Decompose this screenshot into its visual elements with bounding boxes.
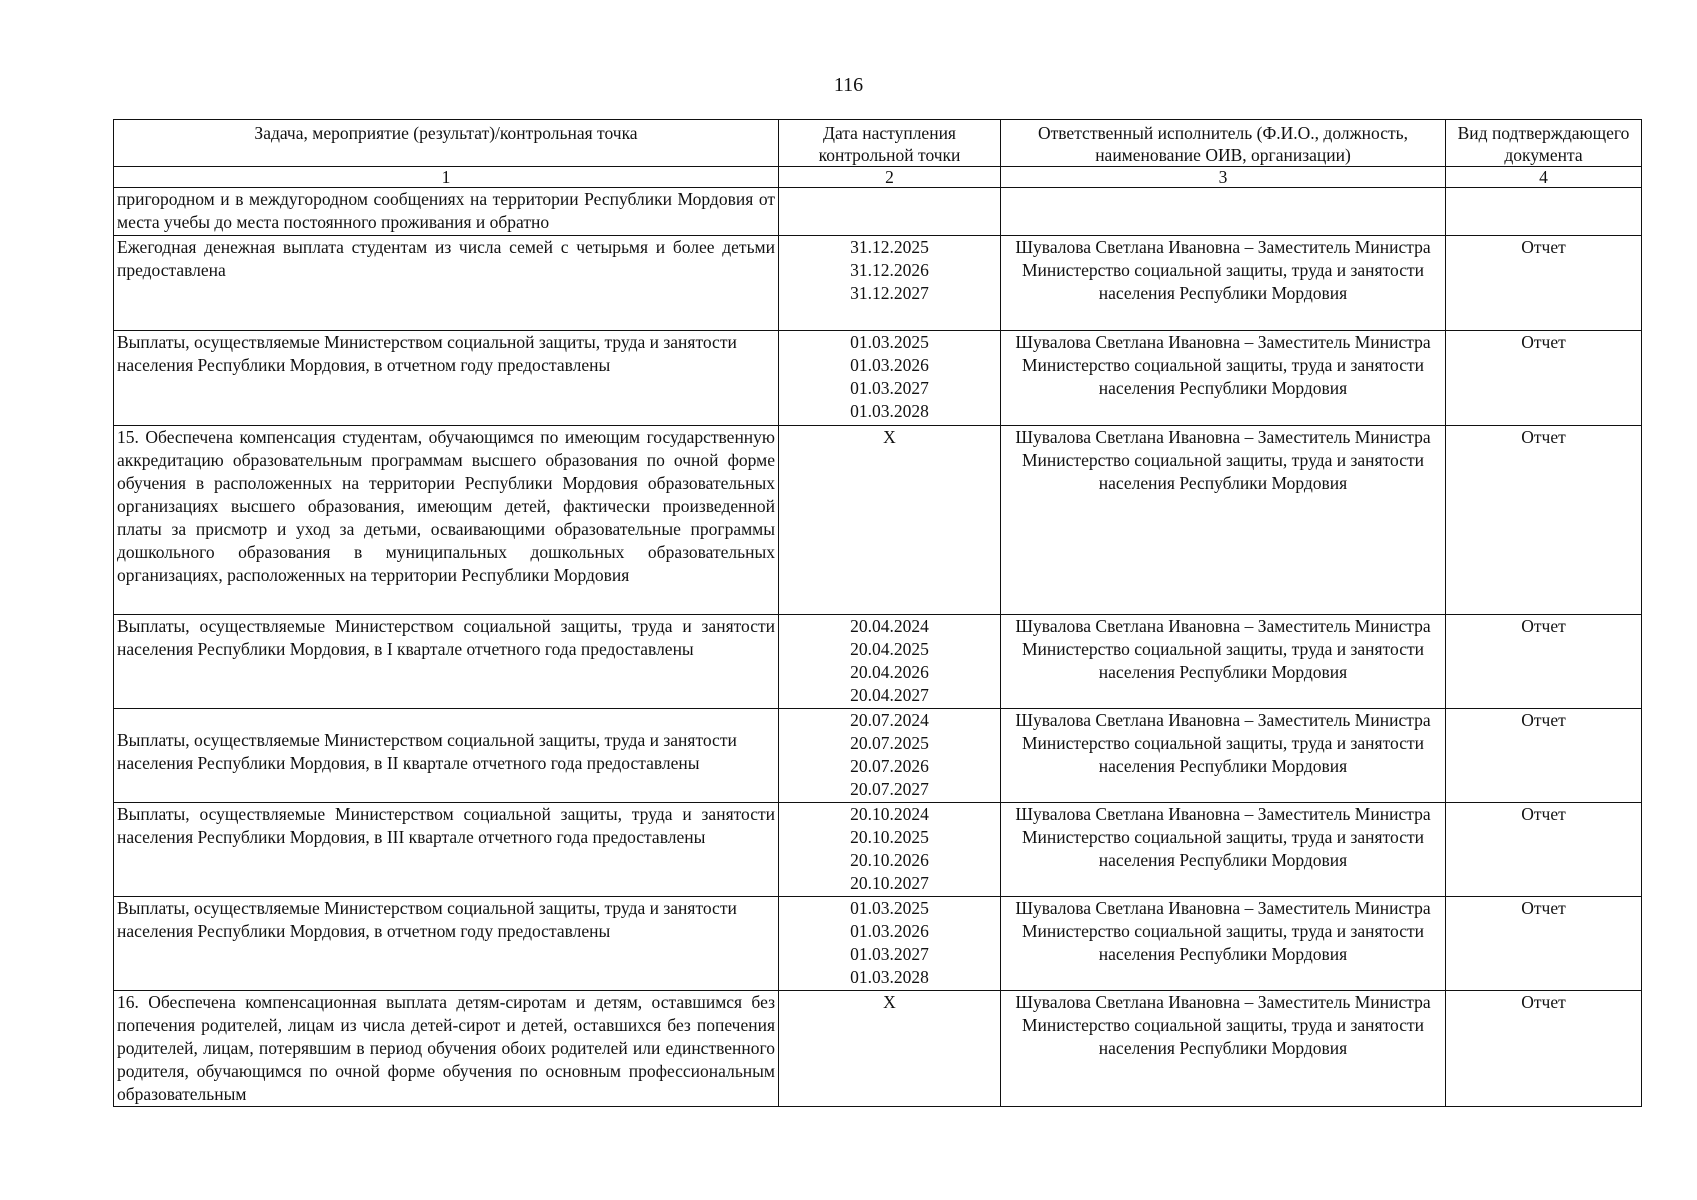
table-row xyxy=(114,991,1642,1107)
date-cell xyxy=(779,709,1001,803)
table-row xyxy=(114,897,1642,991)
table-row xyxy=(114,709,1642,803)
document-type-cell: Отчет xyxy=(1446,331,1642,426)
column-number: 1 xyxy=(114,167,779,188)
responsible-person: Шувалова Светлана Ивановна – Заместитель Министра xyxy=(1015,992,1431,1012)
control-date: 01.03.2028 xyxy=(850,401,929,421)
document-type-cell: Отчет xyxy=(1446,236,1642,331)
date-cell xyxy=(779,897,1001,991)
responsible-person: Шувалова Светлана Ивановна – Заместитель Министра xyxy=(1015,427,1431,447)
date-cell xyxy=(779,236,1001,331)
responsible-organization: Министерство социальной защиты, труда и занятости населения Республики Мордовия xyxy=(1022,733,1424,776)
column-number: 4 xyxy=(1446,167,1642,188)
control-date: 01.03.2025 xyxy=(850,332,929,352)
control-date: 20.10.2025 xyxy=(850,827,929,847)
responsible-organization: Министерство социальной защиты, труда и занятости населения Республики Мордовия xyxy=(1022,639,1424,682)
control-date: 20.04.2026 xyxy=(850,662,929,682)
date-cell xyxy=(779,615,1001,709)
responsible-person: Шувалова Светлана Ивановна – Заместитель Министра xyxy=(1015,237,1431,257)
responsible-cell xyxy=(1001,615,1446,709)
table-row xyxy=(114,426,1642,615)
responsible-cell xyxy=(1001,991,1446,1107)
header-responsible: Ответственный исполнитель (Ф.И.О., должность, наименование ОИВ, организации) xyxy=(1001,120,1446,167)
responsible-person: Шувалова Светлана Ивановна – Заместитель Министра xyxy=(1015,710,1431,730)
control-date: 01.03.2028 xyxy=(850,967,929,987)
control-date: 20.10.2024 xyxy=(850,804,929,824)
control-date: 31.12.2027 xyxy=(850,283,929,303)
control-date: 20.07.2025 xyxy=(850,733,929,753)
responsible-cell xyxy=(1001,803,1446,897)
responsible-cell xyxy=(1001,236,1446,331)
responsible-person: Шувалова Светлана Ивановна – Заместитель Министра xyxy=(1015,616,1431,636)
task-cell: Выплаты, осуществляемые Министерством социальной защиты, труда и занятости населения Республики Мордовия, в отчетном году предоставлены xyxy=(114,331,779,426)
task-cell: Выплаты, осуществляемые Министерством социальной защиты, труда и занятости населения Республики Мордовия, в I квартале отчетного года предоставлены xyxy=(114,615,779,709)
responsible-cell xyxy=(1001,188,1446,236)
responsible-cell xyxy=(1001,709,1446,803)
responsible-person: Шувалова Светлана Ивановна – Заместитель Министра xyxy=(1015,804,1431,824)
responsible-organization: Министерство социальной защиты, труда и занятости населения Республики Мордовия xyxy=(1022,827,1424,870)
document-type-cell: Отчет xyxy=(1446,897,1642,991)
document-type-cell: Отчет xyxy=(1446,426,1642,615)
task-cell: Ежегодная денежная выплата студентам из числа семей с четырьмя и более детьми предоставлена xyxy=(114,236,779,331)
responsible-organization: Министерство социальной защиты, труда и занятости населения Республики Мордовия xyxy=(1022,260,1424,303)
control-date: 20.07.2026 xyxy=(850,756,929,776)
responsible-organization: Министерство социальной защиты, труда и занятости населения Республики Мордовия xyxy=(1022,1015,1424,1058)
control-date: X xyxy=(883,427,896,447)
control-date: 20.10.2027 xyxy=(850,873,929,893)
task-cell: 15. Обеспечена компенсация студентам, обучающимся по имеющим государственную аккредитацию образовательным программам высшего образования по очной форме обучения в расположенных на территории Республики Мордовия образовательных организациях высшего образования, имеющим детей, фактически произведенной платы за присмотр и уход за детьми, осваивающими образовательные программы дошкольного образования в муниципальных дошкольных образовательных организациях, расположенных на территории Республики Мордовия xyxy=(114,426,779,615)
table-body xyxy=(114,188,1642,1107)
header-task: Задача, мероприятие (результат)/контрольная точка xyxy=(114,120,779,167)
document-type-cell: Отчет xyxy=(1446,615,1642,709)
control-date: 20.04.2024 xyxy=(850,616,929,636)
document-type-cell xyxy=(1446,188,1642,236)
date-cell xyxy=(779,991,1001,1107)
control-date: 31.12.2025 xyxy=(850,237,929,257)
task-cell: Выплаты, осуществляемые Министерством социальной защиты, труда и занятости населения Республики Мордовия, в II квартале отчетного года предоставлены xyxy=(114,709,779,803)
responsible-organization: Министерство социальной защиты, труда и занятости населения Республики Мордовия xyxy=(1022,450,1424,493)
date-cell xyxy=(779,331,1001,426)
control-date: X xyxy=(883,992,896,1012)
responsible-organization: Министерство социальной защиты, труда и занятости населения Республики Мордовия xyxy=(1022,921,1424,964)
responsible-organization: Министерство социальной защиты, труда и занятости населения Республики Мордовия xyxy=(1022,355,1424,398)
control-date: 20.04.2025 xyxy=(850,639,929,659)
responsible-cell xyxy=(1001,897,1446,991)
control-date: 01.03.2026 xyxy=(850,921,929,941)
table-row xyxy=(114,331,1642,426)
control-date: 20.07.2024 xyxy=(850,710,929,730)
document-type-cell: Отчет xyxy=(1446,803,1642,897)
table-row xyxy=(114,188,1642,236)
control-points-table xyxy=(113,119,1642,1107)
date-cell xyxy=(779,803,1001,897)
table-row xyxy=(114,236,1642,331)
responsible-cell xyxy=(1001,426,1446,615)
control-date: 31.12.2026 xyxy=(850,260,929,280)
header-date: Дата наступления контрольной точки xyxy=(779,120,1001,167)
header-document: Вид подтверждающего документа xyxy=(1446,120,1642,167)
date-cell xyxy=(779,426,1001,615)
control-date: 20.10.2026 xyxy=(850,850,929,870)
table-header xyxy=(114,120,1642,188)
control-date: 01.03.2027 xyxy=(850,378,929,398)
date-cell xyxy=(779,188,1001,236)
task-cell: Выплаты, осуществляемые Министерством социальной защиты, труда и занятости населения Республики Мордовия, в отчетном году предоставлены xyxy=(114,897,779,991)
table-row xyxy=(114,615,1642,709)
table-row xyxy=(114,803,1642,897)
responsible-person: Шувалова Светлана Ивановна – Заместитель Министра xyxy=(1015,332,1431,352)
column-numbers-row xyxy=(114,167,1642,188)
task-cell: Выплаты, осуществляемые Министерством социальной защиты, труда и занятости населения Республики Мордовия, в III квартале отчетного года предоставлены xyxy=(114,803,779,897)
task-cell: 16. Обеспечена компенсационная выплата детям-сиротам и детям, оставшимся без попечения родителей, лицам из числа детей-сирот и детей, оставшихся без попечения родителей, лицам, потерявшим в период обучения обоих родителей или единственного родителя, обучающимся по очной форме обучения по основным профессиональным образовательным xyxy=(114,991,779,1107)
task-cell: пригородном и в междугородном сообщениях на территории Республики Мордовия от места учебы до места постоянного проживания и обратно xyxy=(114,188,779,236)
document-type-cell: Отчет xyxy=(1446,991,1642,1107)
page-number: 116 xyxy=(833,74,864,96)
control-date: 01.03.2025 xyxy=(850,898,929,918)
control-date: 20.07.2027 xyxy=(850,779,929,799)
responsible-person: Шувалова Светлана Ивановна – Заместитель Министра xyxy=(1015,898,1431,918)
responsible-cell xyxy=(1001,331,1446,426)
control-date: 01.03.2026 xyxy=(850,355,929,375)
control-date: 01.03.2027 xyxy=(850,944,929,964)
control-date: 20.04.2027 xyxy=(850,685,929,705)
column-number: 3 xyxy=(1001,167,1446,188)
document-type-cell: Отчет xyxy=(1446,709,1642,803)
column-number: 2 xyxy=(779,167,1001,188)
